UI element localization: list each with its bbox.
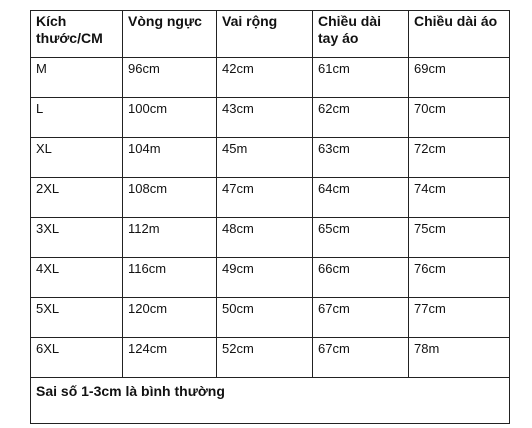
table-cell: 96cm: [123, 58, 217, 98]
table-cell: 72cm: [409, 138, 510, 178]
table-header-row: [31, 11, 510, 58]
table-cell: 75cm: [409, 218, 510, 258]
table-cell: 76cm: [409, 258, 510, 298]
table-cell: 4XL: [31, 258, 123, 298]
table-cell: 47cm: [217, 178, 313, 218]
table-cell: 43cm: [217, 98, 313, 138]
table-cell: 45m: [217, 138, 313, 178]
table-cell: 66cm: [313, 258, 409, 298]
table-cell: 116cm: [123, 258, 217, 298]
table-cell: L: [31, 98, 123, 138]
table-cell: 78m: [409, 338, 510, 378]
table-cell: 5XL: [31, 298, 123, 338]
table-row: [31, 138, 510, 178]
table-cell: 112m: [123, 218, 217, 258]
table-cell: 100cm: [123, 98, 217, 138]
table-row: [31, 178, 510, 218]
table-cell: 2XL: [31, 178, 123, 218]
table-cell: 49cm: [217, 258, 313, 298]
table-row: [31, 298, 510, 338]
table-cell: 3XL: [31, 218, 123, 258]
table-cell: 120cm: [123, 298, 217, 338]
size-chart: [30, 10, 509, 424]
table-cell: 124cm: [123, 338, 217, 378]
table-cell: 104m: [123, 138, 217, 178]
table-cell: 108cm: [123, 178, 217, 218]
table-row: [31, 98, 510, 138]
table-cell: 61cm: [313, 58, 409, 98]
table-cell: 50cm: [217, 298, 313, 338]
table-row: [31, 218, 510, 258]
table-cell: 62cm: [313, 98, 409, 138]
table-cell: 42cm: [217, 58, 313, 98]
table-cell: 70cm: [409, 98, 510, 138]
header-cell-shirt-length: Chiều dài áo: [409, 11, 510, 58]
header-cell-shoulder: Vai rộng: [217, 11, 313, 58]
table-cell: 52cm: [217, 338, 313, 378]
size-table: [30, 10, 510, 424]
table-cell: 6XL: [31, 338, 123, 378]
table-cell: 63cm: [313, 138, 409, 178]
table-cell: 48cm: [217, 218, 313, 258]
table-row: [31, 58, 510, 98]
table-cell: 64cm: [313, 178, 409, 218]
table-cell: 77cm: [409, 298, 510, 338]
table-row: [31, 338, 510, 378]
table-cell: 74cm: [409, 178, 510, 218]
table-cell: 67cm: [313, 298, 409, 338]
table-row: [31, 258, 510, 298]
note-row: [31, 378, 510, 424]
table-cell: XL: [31, 138, 123, 178]
header-cell-chest: Vòng ngực: [123, 11, 217, 58]
header-cell-size: Kích thước/CM: [31, 11, 123, 58]
table-cell: M: [31, 58, 123, 98]
table-cell: 67cm: [313, 338, 409, 378]
table-cell: 65cm: [313, 218, 409, 258]
table-cell: 69cm: [409, 58, 510, 98]
header-cell-sleeve-length: Chiều dài tay áo: [313, 11, 409, 58]
tolerance-note: Sai số 1-3cm là bình thường: [31, 378, 510, 424]
